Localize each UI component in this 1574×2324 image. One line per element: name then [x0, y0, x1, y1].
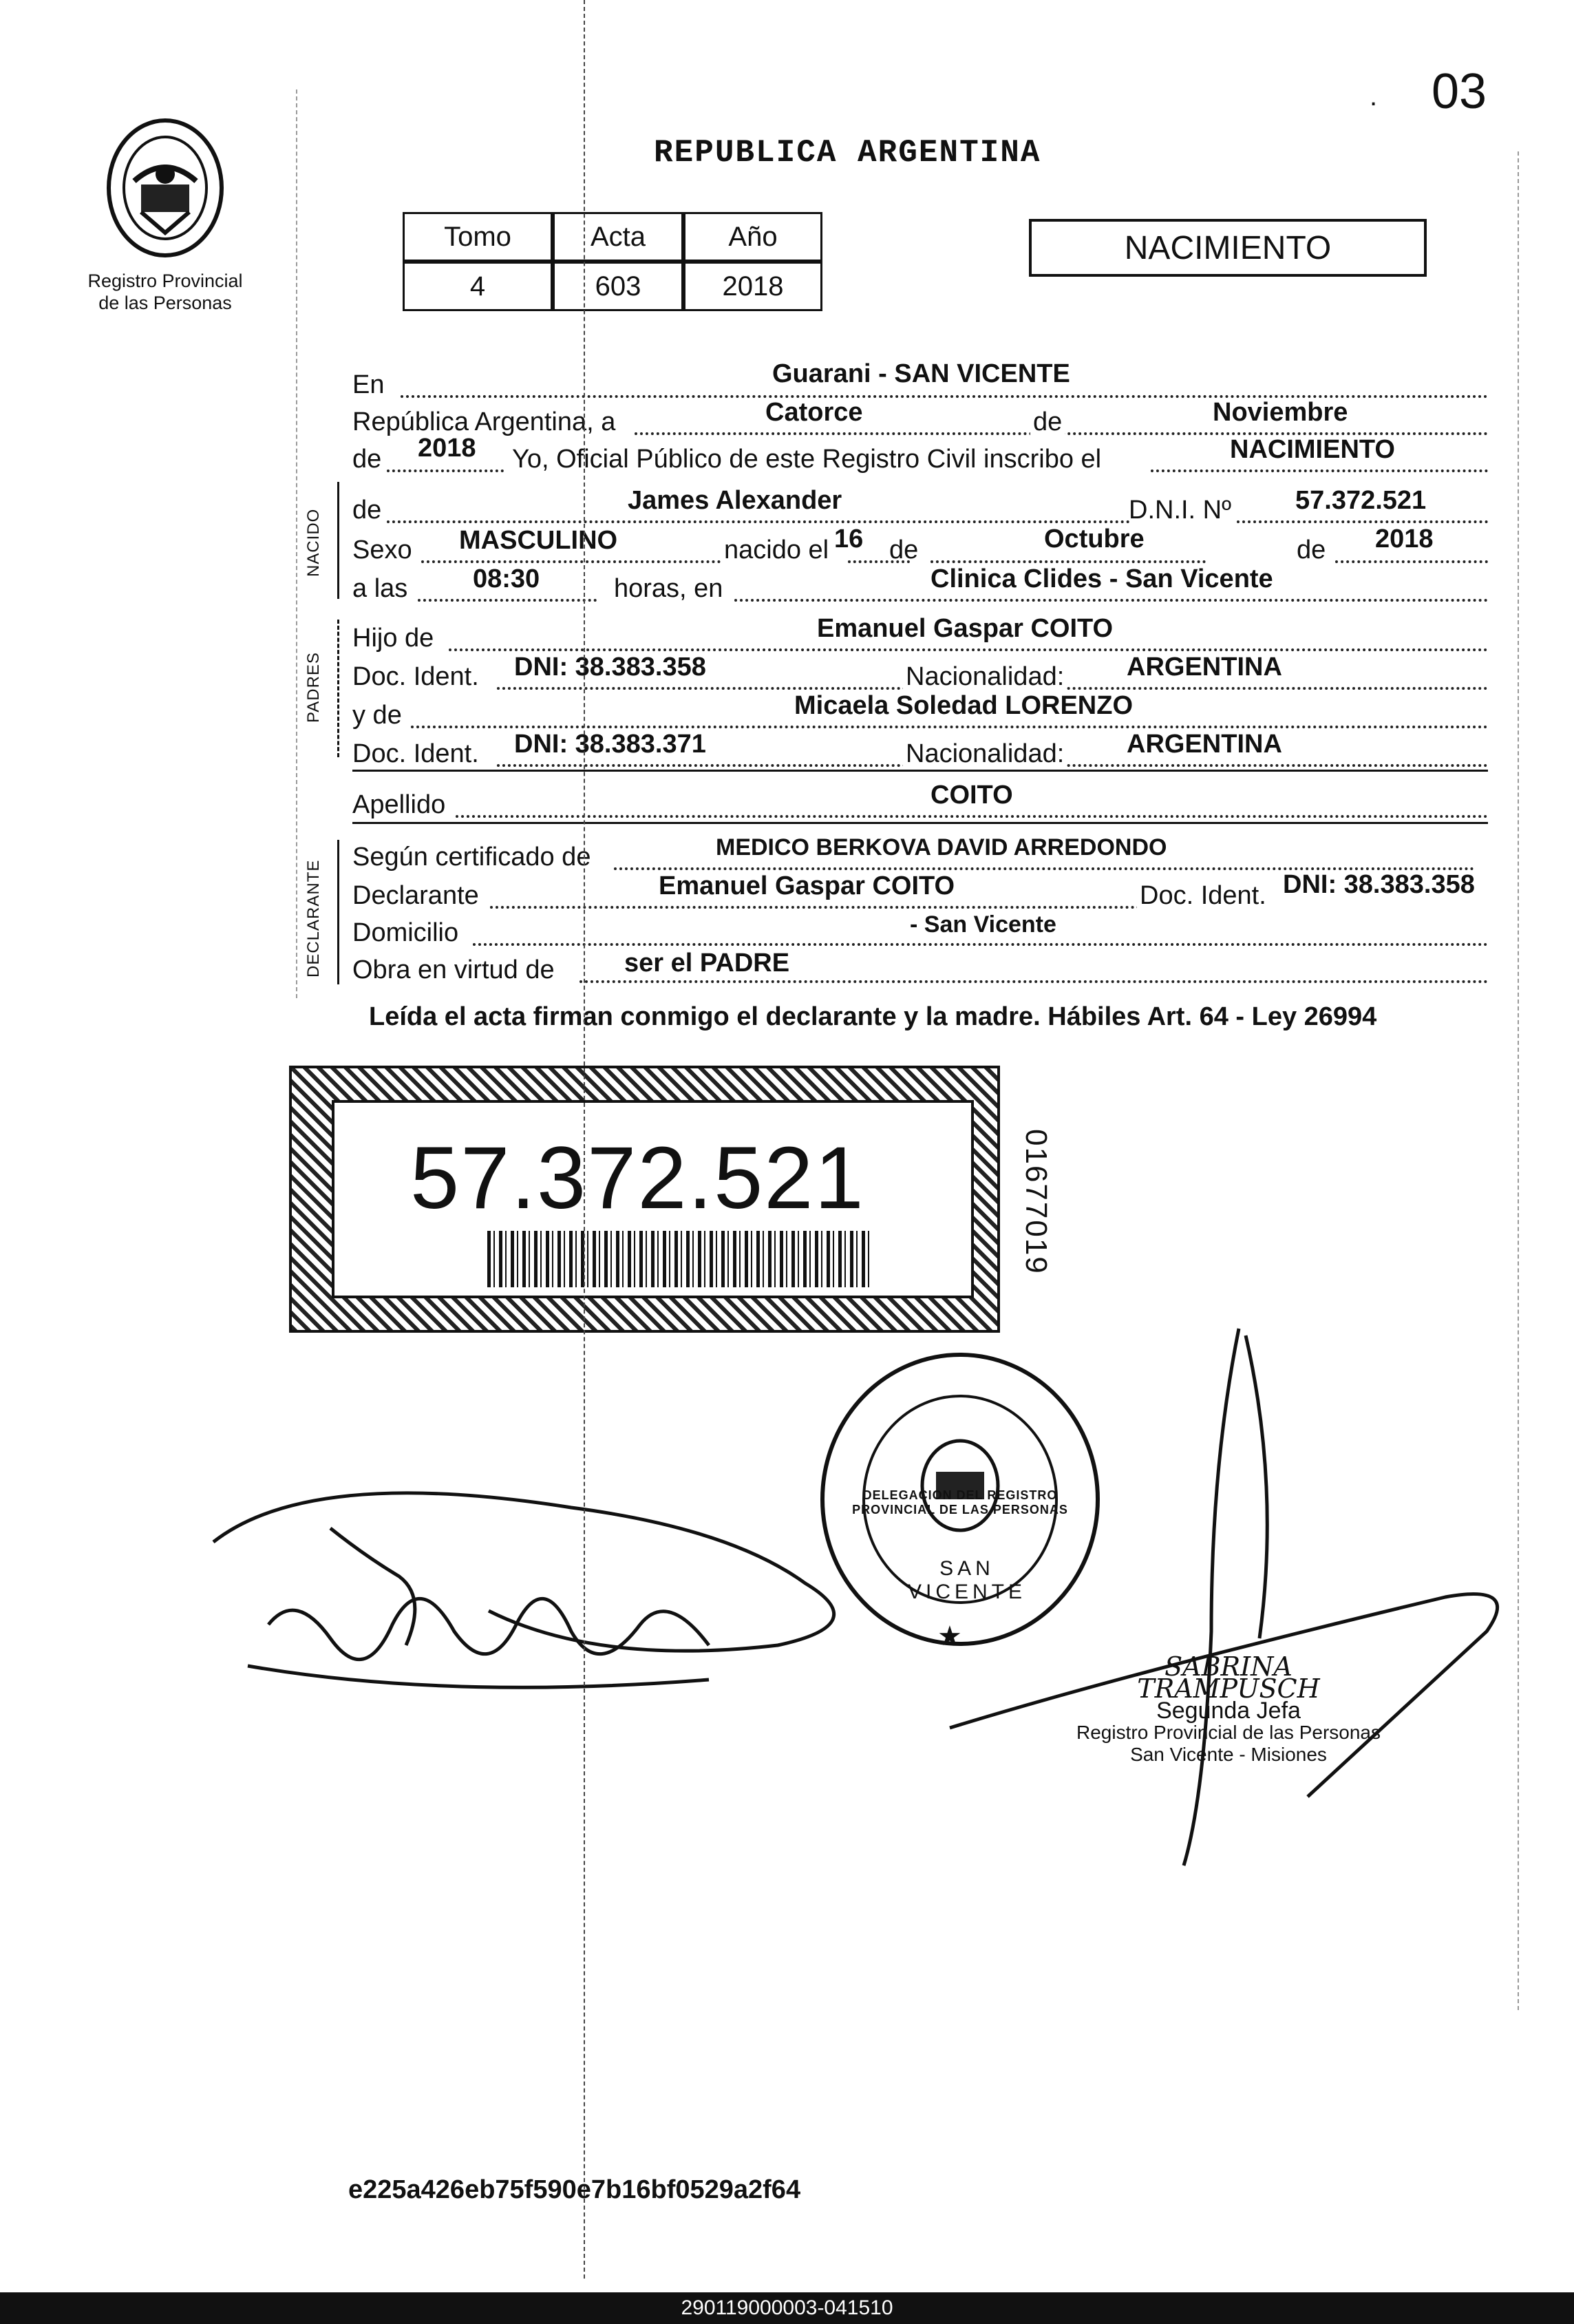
scan-margin-right — [1518, 151, 1519, 2010]
label-de-mes: de — [1030, 408, 1065, 437]
label-sexo: Sexo — [352, 536, 412, 564]
value-nac-padre: ARGENTINA — [1127, 653, 1282, 682]
value-sexo: MASCULINO — [459, 526, 618, 555]
seal-star: ★ — [937, 1621, 962, 1651]
label-obra: Obra en virtud de — [352, 955, 555, 984]
footer-code: 290119000003-041510 — [681, 2296, 893, 2319]
label-de-anio-nac: de — [1297, 536, 1326, 564]
section-nacido: NACIDO — [304, 508, 323, 577]
value-anio: 2018 — [418, 434, 476, 463]
label-doc-ident: Doc. Ident. — [352, 662, 479, 691]
value-lugar-nac: Clinica Clides - San Vicente — [930, 564, 1273, 593]
section-rule-apellido — [352, 822, 1488, 824]
dotline — [579, 980, 1488, 983]
label-en: En — [352, 370, 385, 399]
section-rule-padres — [352, 770, 1488, 772]
dotline — [1237, 520, 1488, 523]
table-header-anio: Año — [683, 212, 822, 262]
barcode-icon — [487, 1231, 873, 1287]
value-lugar: Guarani - SAN VICENTE — [772, 359, 1070, 388]
value-dia-nac: 16 — [834, 525, 864, 553]
agency-sub-line: de las Personas — [98, 293, 232, 313]
value-certificado: MEDICO BERKOVA DAVID ARREDONDO — [716, 834, 1167, 860]
dotline — [456, 815, 1488, 818]
dotline — [421, 560, 721, 563]
officer-stamp — [1070, 1651, 1387, 1766]
value-obra: ser el PADRE — [624, 949, 790, 978]
seal-inner-text: SAN VICENTE — [907, 1557, 1027, 1603]
label-nacionalidad: Nacionalidad: — [903, 662, 1067, 692]
value-anio-nac: 2018 — [1375, 525, 1434, 553]
label-nacido-el: nacido el — [724, 536, 829, 564]
table-header-tomo: Tomo — [403, 212, 553, 262]
dotline — [473, 943, 1488, 946]
section-divider-padres — [337, 620, 339, 757]
section-padres: PADRES — [304, 652, 323, 723]
label-de-nombre: de — [352, 496, 382, 525]
page-number: 03 — [1432, 64, 1487, 119]
value-nombre: James Alexander — [628, 486, 842, 515]
label-certificado: Según certificado de — [352, 843, 591, 872]
value-dni: 57.372.521 — [1295, 486, 1427, 515]
doc-type-box: NACIMIENTO — [1029, 219, 1427, 277]
dotline — [449, 648, 1488, 651]
officer-line1: Registro Provincial de las Personas — [1076, 1722, 1381, 1743]
dotline — [734, 599, 1488, 602]
text-oficial: Yo, Oficial Público de este Registro Civil inscribo el — [512, 445, 1102, 474]
section-divider-declarante — [337, 840, 339, 984]
value-nac-madre: ARGENTINA — [1127, 730, 1282, 759]
section-divider-nacido — [337, 482, 339, 599]
dotline — [930, 560, 1206, 563]
document-hash: e225a426eb75f590e7b16bf0529a2f64 — [348, 2175, 801, 2204]
value-mes: Noviembre — [1213, 398, 1348, 427]
value-madre: Micaela Soledad LORENZO — [794, 691, 1133, 720]
table-header-acta: Acta — [553, 212, 683, 262]
officer-title: Segunda Jefa — [1156, 1698, 1301, 1724]
officer-line2: San Vicente - Misiones — [1130, 1744, 1327, 1765]
dotline — [411, 726, 1488, 728]
label-doc-ident-decl: Doc. Ident. — [1137, 881, 1269, 911]
table-value-anio: 2018 — [683, 262, 822, 311]
seal-ring-text: DELEGACION DEL REGISTRO PROVINCIAL DE LAS PERSONAS — [852, 1488, 1068, 1517]
table-value-tomo: 4 — [403, 262, 553, 311]
label-y-de: y de — [352, 701, 402, 730]
scan-margin-left — [296, 89, 297, 998]
section-declarante: DECLARANTE — [304, 859, 323, 978]
value-dni-padre: DNI: 38.383.358 — [514, 653, 706, 682]
label-a-las: a las — [352, 574, 408, 603]
footer-bar — [0, 2292, 1574, 2324]
label-doc-ident: Doc. Ident. — [352, 739, 479, 768]
province-logo — [103, 116, 227, 260]
agency-name-line: Registro Provincial — [87, 271, 243, 291]
label-declarante: Declarante — [352, 881, 479, 910]
closing-text: Leída el acta firman conmigo el declarante y la madre. Hábiles Art. 64 - Ley 26994 — [369, 1002, 1377, 1031]
dni-sticker — [289, 1066, 1000, 1333]
scan-fold-line — [584, 0, 585, 2279]
label-de-mes-nac: de — [889, 536, 919, 564]
sticker-number: 57.372.521 — [410, 1129, 865, 1227]
label-dni: D.N.I. Nº — [1129, 496, 1231, 525]
label-domicilio: Domicilio — [352, 918, 459, 947]
value-dia: Catorce — [765, 398, 863, 427]
value-mes-nac: Octubre — [1044, 525, 1145, 553]
label-horas-en: horas, en — [614, 574, 723, 603]
value-domicilio: - San Vicente — [910, 911, 1056, 938]
dotline — [387, 469, 504, 472]
officer-name: SABRINA TRAMPUSCH — [1137, 1651, 1320, 1704]
value-declarante: Emanuel Gaspar COITO — [659, 872, 955, 900]
country-heading: REPUBLICA ARGENTINA — [654, 135, 1041, 171]
dotline — [418, 599, 597, 602]
dotline — [1335, 560, 1488, 563]
label-republica: República Argentina, a — [352, 408, 616, 436]
misiones-seal-icon — [103, 116, 227, 260]
agency-name — [69, 270, 262, 314]
value-padre: Emanuel Gaspar COITO — [817, 614, 1114, 643]
sticker-serial: 01677019 — [1019, 1129, 1053, 1275]
value-apellido: COITO — [930, 781, 1013, 810]
value-dni-madre: DNI: 38.383.371 — [514, 730, 706, 759]
label-de-anio: de — [352, 445, 382, 474]
label-apellido: Apellido — [352, 790, 446, 819]
dotline — [387, 520, 1130, 523]
table-value-acta: 603 — [553, 262, 683, 311]
sticker-inner — [332, 1100, 974, 1298]
label-hijo-de: Hijo de — [352, 624, 434, 653]
dotline — [1151, 469, 1488, 472]
registry-table — [403, 212, 822, 311]
value-acto: NACIMIENTO — [1230, 435, 1395, 464]
label-nacionalidad: Nacionalidad: — [903, 739, 1067, 769]
corner-dot: . — [1370, 81, 1378, 112]
value-hora: 08:30 — [473, 564, 540, 593]
value-dni-declarante: DNI: 38.383.358 — [1283, 870, 1475, 899]
